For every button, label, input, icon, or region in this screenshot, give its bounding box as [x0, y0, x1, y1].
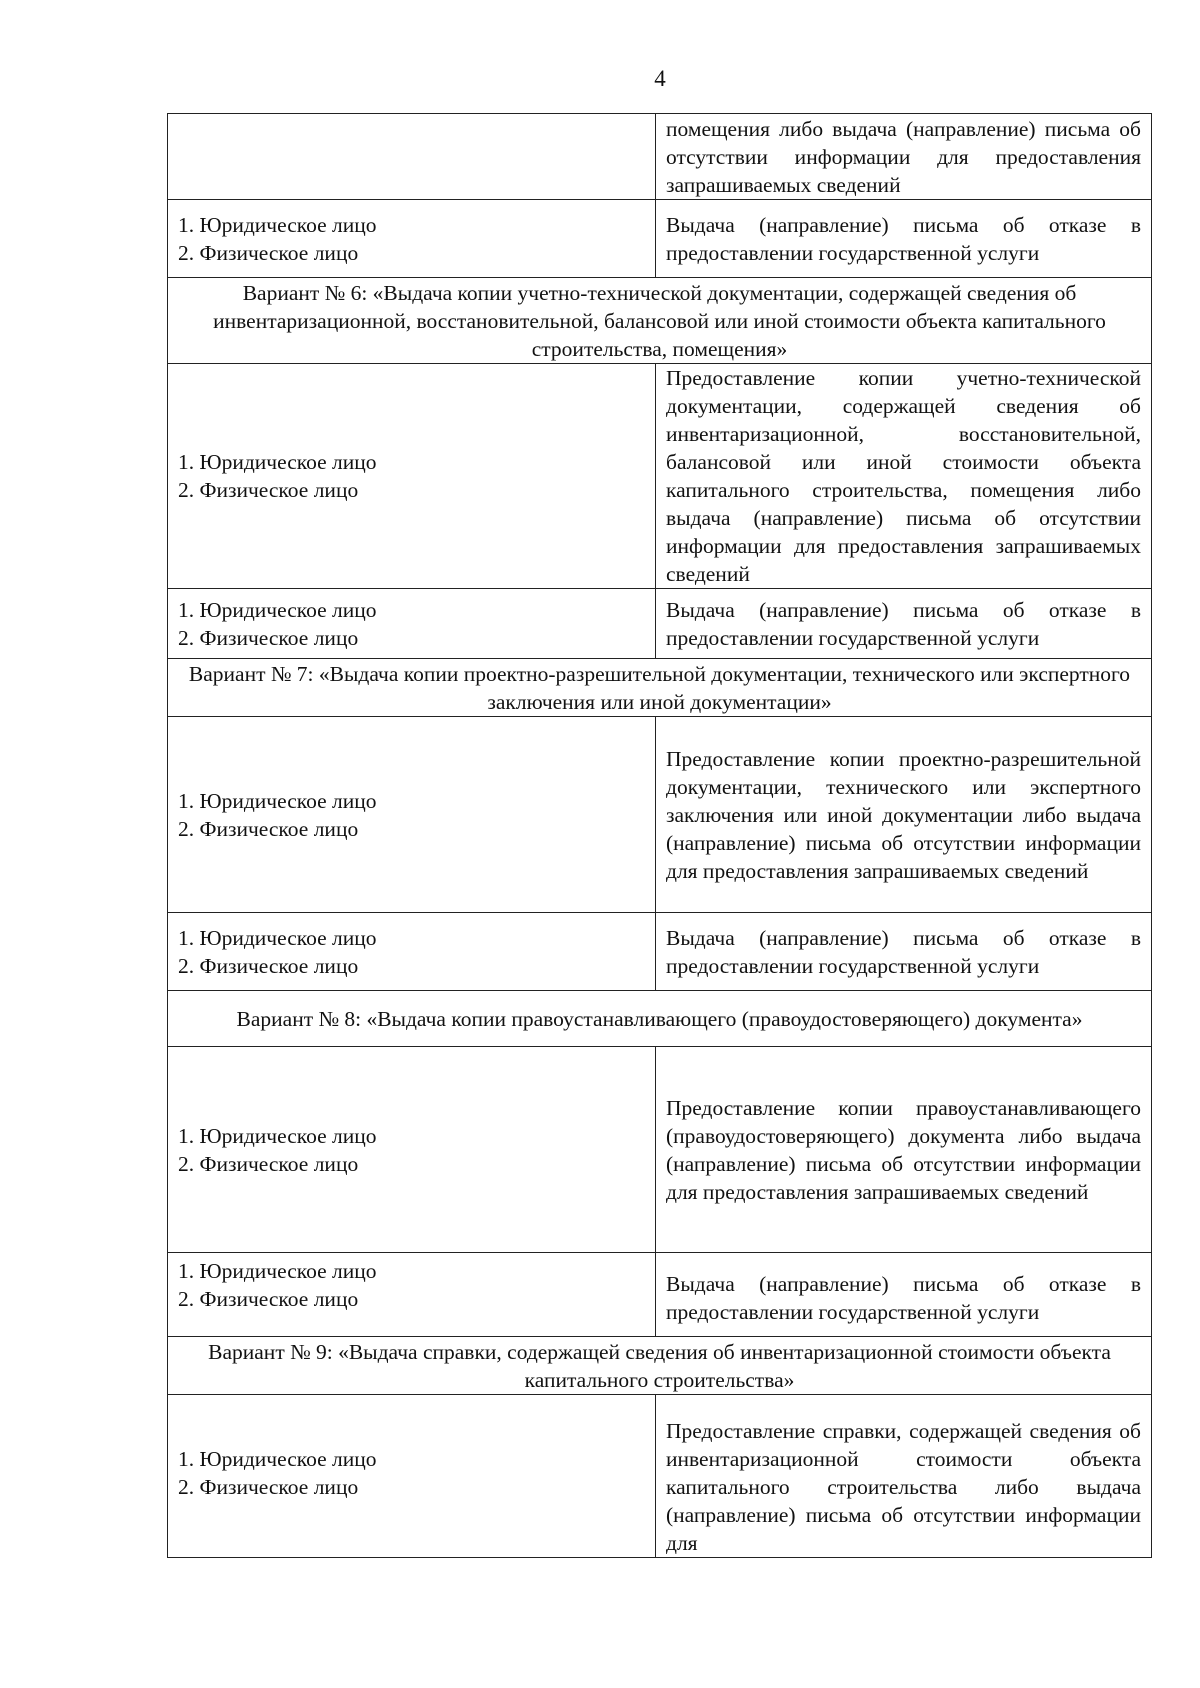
table-row	[168, 1047, 1152, 1253]
variant-9-title: Вариант № 9: «Выдача справки, содержащей сведения об инвентаризационной стоимости объекта капитального строительства»	[168, 1337, 1152, 1395]
applicant-cell	[168, 364, 656, 589]
applicant-cell	[168, 1047, 656, 1253]
applicant-legal: 1. Юридическое лицо	[178, 597, 377, 622]
applicant-legal: 1. Юридическое лицо	[178, 212, 377, 237]
applicant-legal: 1. Юридическое лицо	[178, 1259, 377, 1283]
table-row	[168, 1395, 1152, 1558]
result-cell: Предоставление справки, содержащей сведения об инвентаризационной стоимости объекта капитального строительства либо выдача (направление) письма об отсутствии информации для	[656, 1395, 1152, 1558]
result-cell: помещения либо выдача (направление) письма об отсутствии информации для предоставления запрашиваемых сведений	[656, 114, 1152, 200]
table-row	[168, 364, 1152, 589]
variant-7-title: Вариант № 7: «Выдача копии проектно-разрешительной документации, технического или экспертного заключения или иной документации»	[168, 659, 1152, 717]
variant-header	[168, 278, 1152, 364]
page-number: 4	[654, 66, 666, 91]
applicant-cell	[168, 717, 656, 913]
variant-header	[168, 991, 1152, 1047]
applicant-individual: 2. Физическое лицо	[178, 625, 359, 650]
applicant-legal: 1. Юридическое лицо	[178, 1123, 377, 1148]
applicant-legal: 1. Юридическое лицо	[178, 788, 377, 813]
applicant-individual: 2. Физическое лицо	[178, 1475, 359, 1499]
variant-header	[168, 1337, 1152, 1395]
refusal-cell: Выдача (направление) письма об отказе в предоставлении государственной услуги	[656, 913, 1152, 991]
variant-8-title: Вариант № 8: «Выдача копии правоустанавливающего (правоудостоверяющего) документа»	[168, 991, 1152, 1047]
applicant-individual: 2. Физическое лицо	[178, 1151, 359, 1176]
variant-header	[168, 659, 1152, 717]
result-cell: Предоставление копии учетно-технической документации, содержащей сведения об инвентаризационной, восстановительной, балансовой или иной стоимости объекта капитального строительства, помещения либо выдача (направление) письма об отсутствии информации для предоставления запрашиваемых сведений	[656, 364, 1152, 589]
table-row	[168, 200, 1152, 278]
result-cell: Предоставление копии правоустанавливающего (правоудостоверяющего) документа либо выдача (направление) письма об отсутствии информации для предоставления запрашиваемых сведений	[656, 1047, 1152, 1253]
table-row	[168, 913, 1152, 991]
applicant-cell	[168, 1253, 656, 1337]
applicant-individual: 2. Физическое лицо	[178, 1287, 359, 1311]
applicant-individual: 2. Физическое лицо	[178, 478, 359, 502]
applicant-cell-empty	[168, 114, 656, 200]
refusal-cell: Выдача (направление) письма об отказе в предоставлении государственной услуги	[656, 200, 1152, 278]
applicant-individual: 2. Физическое лицо	[178, 816, 359, 841]
table-row	[168, 1253, 1152, 1337]
refusal-cell: Выдача (направление) письма об отказе в предоставлении государственной услуги	[656, 1253, 1152, 1337]
table-row	[168, 589, 1152, 659]
applicant-legal: 1. Юридическое лицо	[178, 925, 377, 950]
applicant-individual: 2. Физическое лицо	[178, 240, 359, 265]
result-cell: Предоставление копии проектно-разрешительной документации, технического или экспертного заключения или иной документации либо выдача (направление) письма об отсутствии информации для предоставления запрашиваемых сведений	[656, 717, 1152, 913]
applicant-legal: 1. Юридическое лицо	[178, 450, 377, 474]
table-row	[168, 114, 1152, 200]
refusal-cell: Выдача (направление) письма об отказе в предоставлении государственной услуги	[656, 589, 1152, 659]
applicant-legal: 1. Юридическое лицо	[178, 1447, 377, 1471]
applicant-cell	[168, 1395, 656, 1558]
applicant-individual: 2. Физическое лицо	[178, 953, 359, 978]
applicant-cell	[168, 200, 656, 278]
applicant-cell	[168, 913, 656, 991]
applicant-cell	[168, 589, 656, 659]
table-row	[168, 717, 1152, 913]
services-table	[167, 113, 1152, 1558]
variant-6-title: Вариант № 6: «Выдача копии учетно-технической документации, содержащей сведения об инвентаризационной, восстановительной, балансовой или иной стоимости объекта капитального строительства, помещения»	[168, 278, 1152, 364]
